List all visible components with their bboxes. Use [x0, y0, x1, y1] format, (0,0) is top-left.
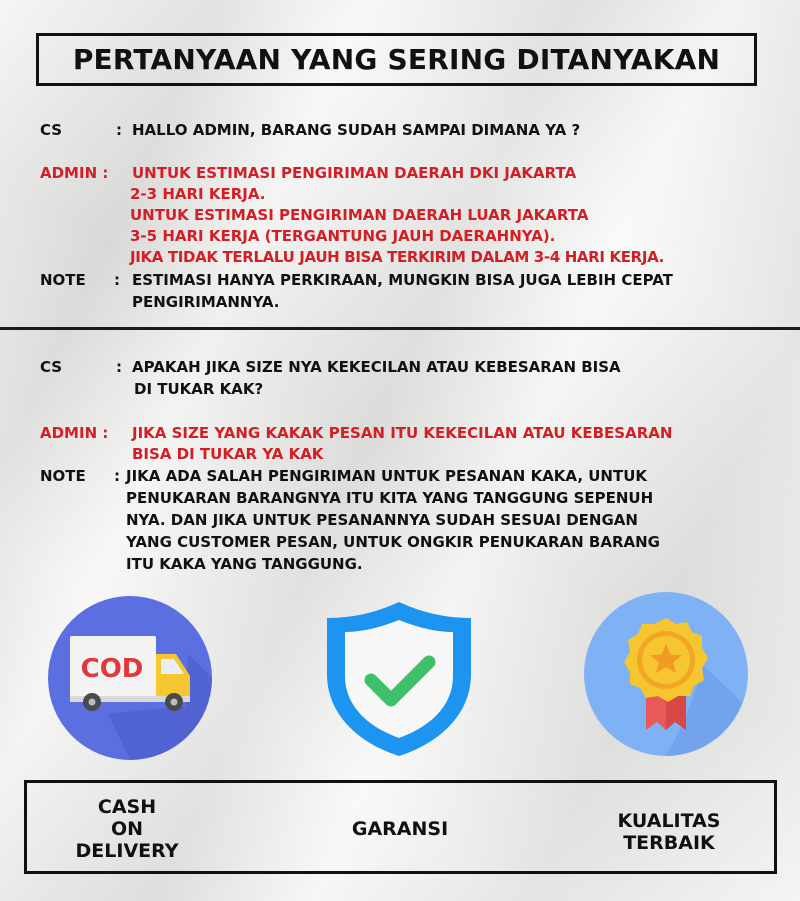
- faq1-admin-line: UNTUK ESTIMASI PENGIRIMAN DAERAH DKI JAKARTA: [132, 164, 577, 182]
- faq1-admin-line: 2-3 HARI KERJA.: [130, 185, 266, 203]
- faq2-admin-line: JIKA SIZE YANG KAKAK PESAN ITU KEKECILAN ATAU KEBESARAN: [132, 424, 673, 442]
- faq2-note-line: YANG CUSTOMER PESAN, UNTUK ONGKIR PENUKARAN BARANG: [126, 533, 660, 551]
- faq1-note-colon: :: [114, 271, 120, 289]
- medal-star-icon: [584, 592, 748, 756]
- faq1-admin-line: UNTUK ESTIMASI PENGIRIMAN DAERAH LUAR JAKARTA: [130, 206, 589, 224]
- faq2-cs-colon: :: [116, 358, 122, 376]
- feature-label: TERBAIK: [623, 832, 715, 854]
- faq2-note-colon: :: [114, 467, 120, 485]
- faq1-cs-colon: :: [116, 121, 122, 139]
- faq2-note-label: NOTE: [40, 467, 86, 485]
- feature-cash-on-delivery: [62, 796, 192, 862]
- shield-check-icon: [317, 596, 481, 760]
- feature-label: ON: [110, 818, 144, 840]
- faq1-note-line: PENGIRIMANNYA.: [132, 293, 280, 311]
- faq1-cs-label: CS: [40, 121, 63, 139]
- feature-kualitas-terbaik: [594, 810, 744, 854]
- faq2-note-line: NYA. DAN JIKA UNTUK PESANANNYA SUDAH SESUAI DENGAN: [126, 511, 638, 529]
- faq2-note-line: PENUKARAN BARANGNYA ITU KITA YANG TANGGUNG SEPENUH: [126, 489, 654, 507]
- page-title-box: [36, 33, 757, 86]
- feature-label: CASH: [97, 796, 157, 818]
- faq1-cs-question: HALLO ADMIN, BARANG SUDAH SAMPAI DIMANA YA ?: [132, 121, 581, 139]
- cod-truck-icon: [48, 596, 212, 760]
- feature-label: DELIVERY: [75, 840, 179, 862]
- feature-label: KUALITAS: [617, 810, 721, 832]
- faq2-admin-label: ADMIN :: [40, 424, 109, 442]
- faq1-admin-label: ADMIN :: [40, 164, 109, 182]
- cod-text: COD: [80, 654, 144, 684]
- faq1-admin-line: 3-5 HARI KERJA (TERGANTUNG JAUH DAERAHNYA).: [130, 227, 556, 245]
- faq2-cs-question: APAKAH JIKA SIZE NYA KEKECILAN ATAU KEBESARAN BISA: [132, 358, 621, 376]
- faq2-note-line: ITU KAKA YANG TANGGUNG.: [126, 555, 363, 573]
- faq2-admin-line: BISA DI TUKAR YA KAK: [132, 445, 324, 463]
- faq1-note-line: ESTIMASI HANYA PERKIRAAN, MUNGKIN BISA JUGA LEBIH CEPAT: [132, 271, 673, 289]
- faq2-cs-question: DI TUKAR KAK?: [134, 380, 264, 398]
- faq2-cs-label: CS: [40, 358, 63, 376]
- faq1-admin-line: JIKA TIDAK TERLALU JAUH BISA TERKIRIM DALAM 3-4 HARI KERJA.: [130, 248, 664, 266]
- section-divider: [0, 327, 800, 330]
- page-title: PERTANYAAN YANG SERING DITANYAKAN: [72, 43, 721, 76]
- faq1-note-label: NOTE: [40, 271, 86, 289]
- feature-garansi: GARANSI: [351, 818, 449, 840]
- faq2-note-line: JIKA ADA SALAH PENGIRIMAN UNTUK PESANAN KAKA, UNTUK: [126, 467, 648, 485]
